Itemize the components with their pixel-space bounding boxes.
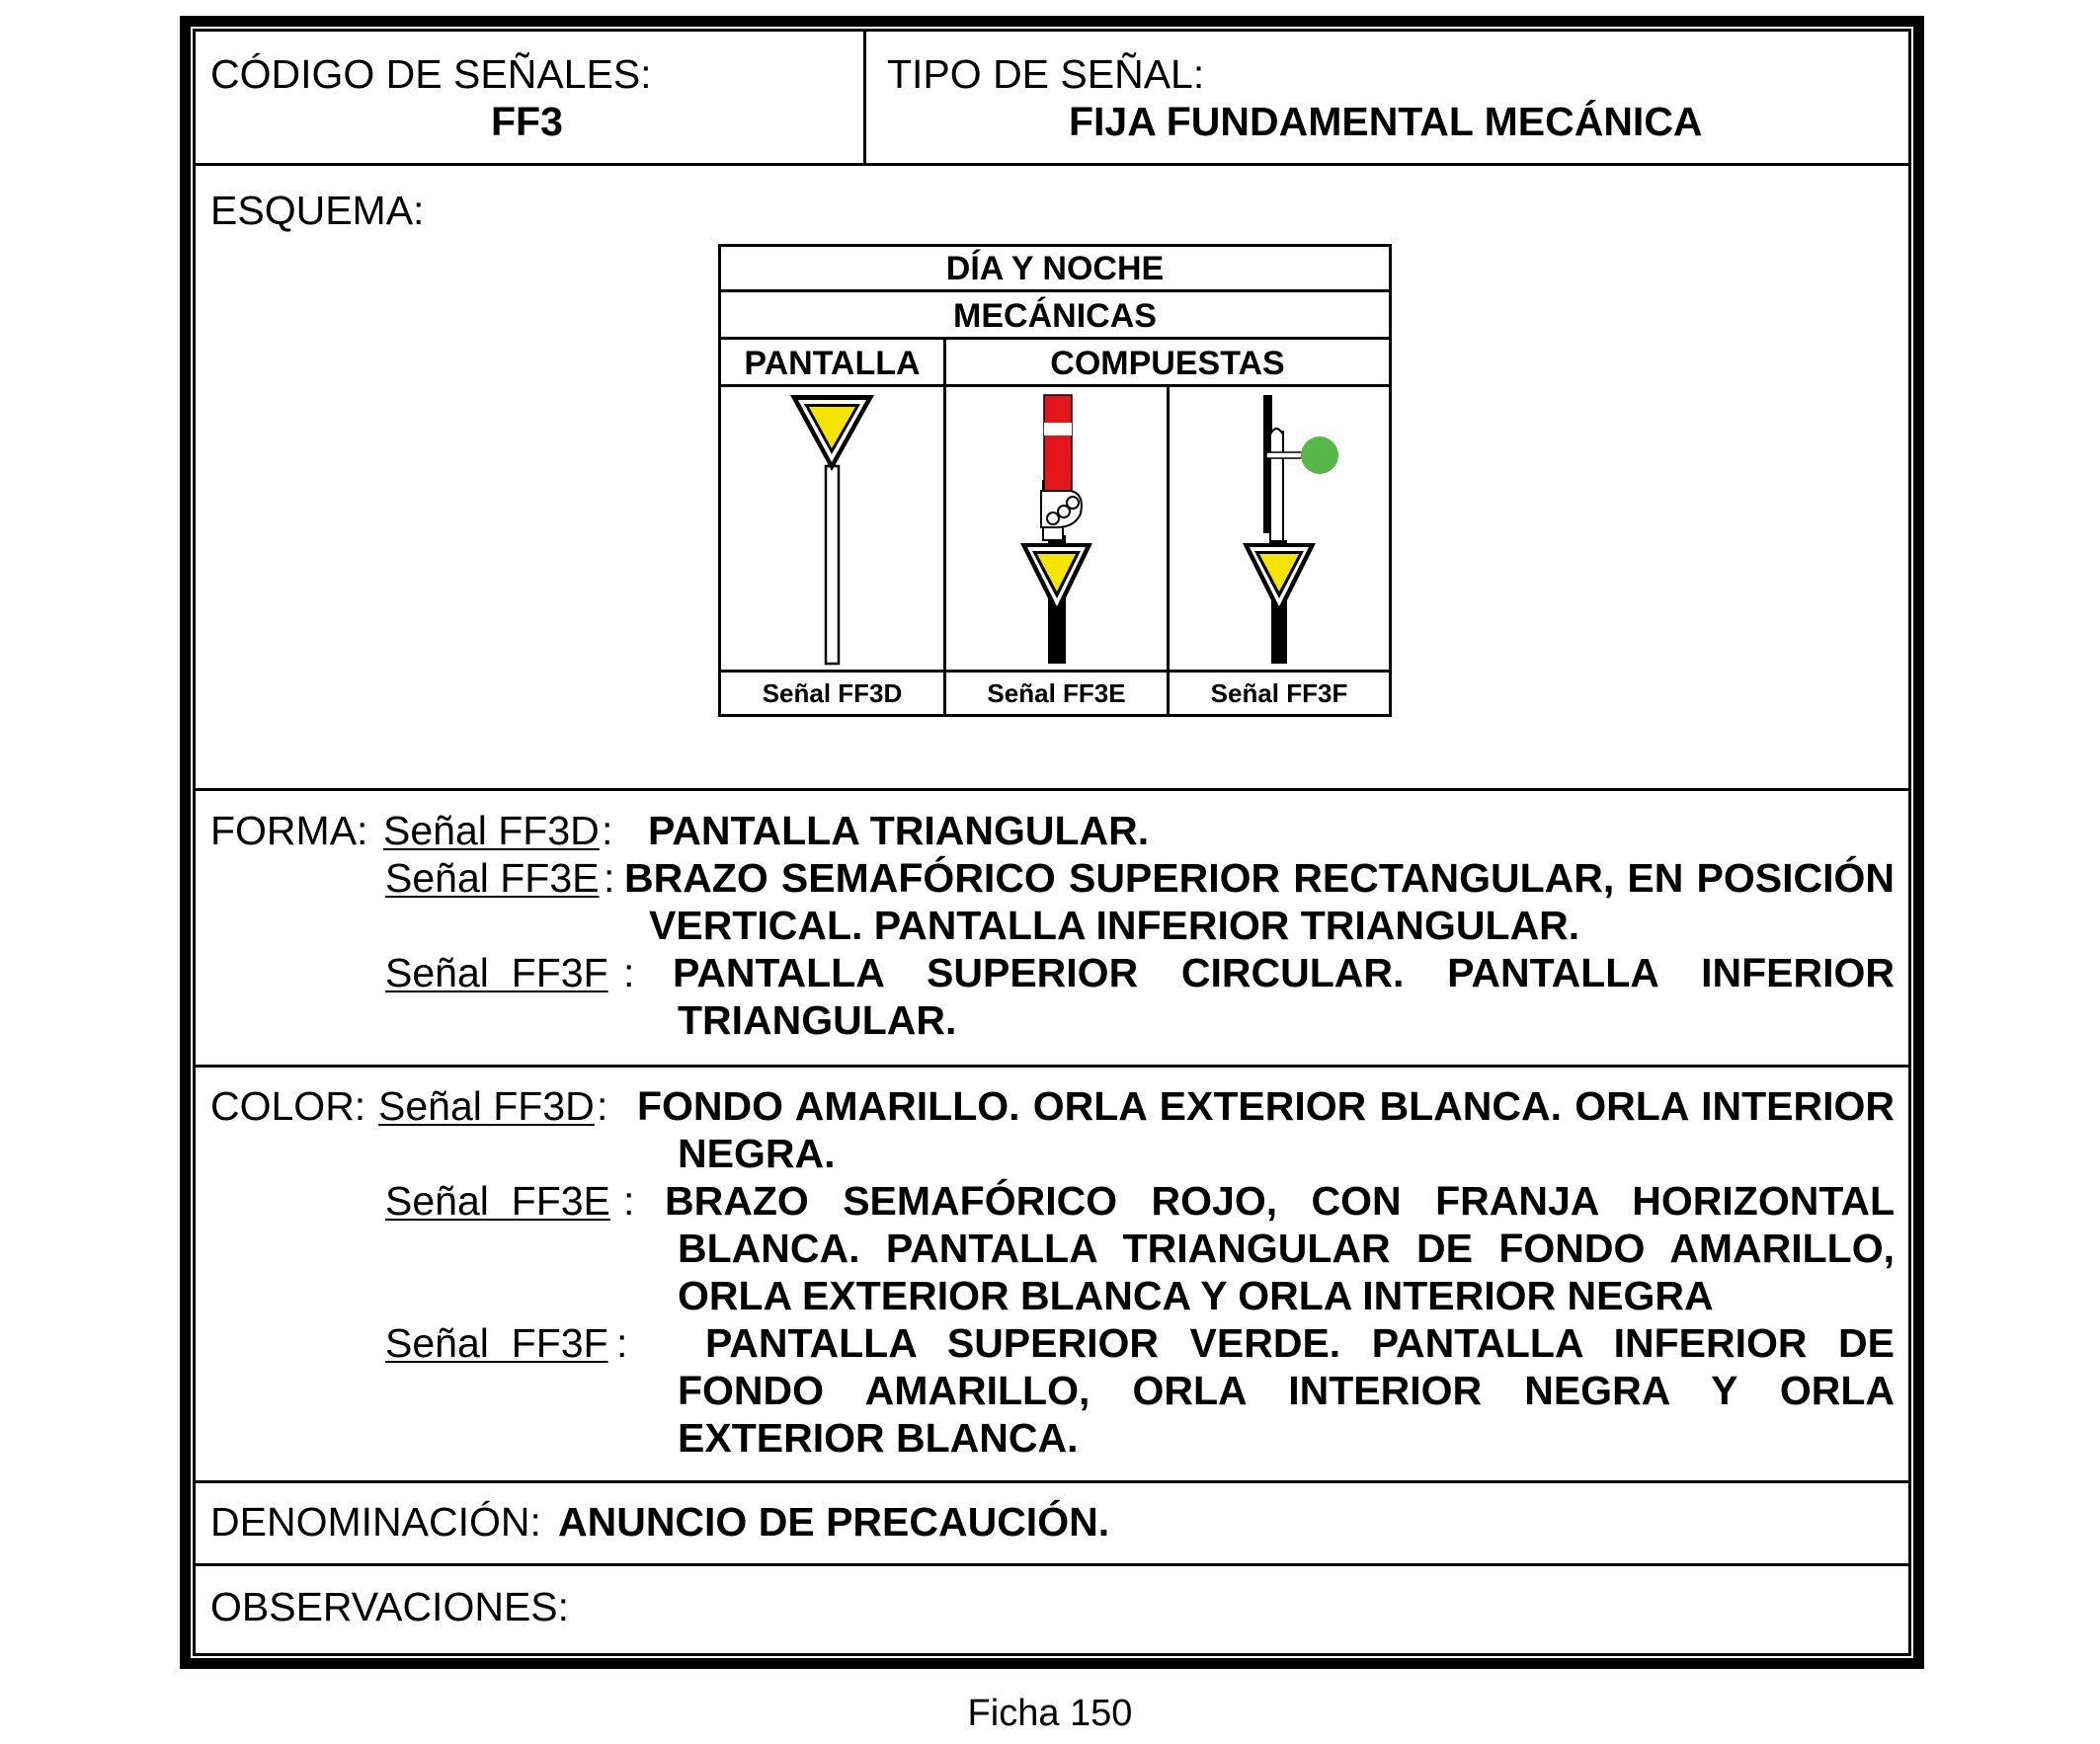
denominacion-value: ANUNCIO DE PRECAUCIÓN.	[558, 1499, 1110, 1545]
denominacion-label: DENOMINACIÓN:	[210, 1499, 541, 1545]
schema-rule	[721, 670, 1389, 673]
signal-ff3d-drawing	[721, 387, 943, 670]
forma-colon: :	[602, 808, 613, 853]
forma-ff3e-line2: VERTICAL. PANTALLA INFERIOR TRIANGULAR.	[649, 903, 1580, 948]
divider-forma	[193, 1065, 1911, 1068]
code-value: FF3	[491, 99, 563, 144]
color-colon: :	[616, 1320, 628, 1366]
forma-ff3d-text: PANTALLA TRIANGULAR.	[648, 808, 1150, 853]
divider-header-vertical	[863, 29, 866, 166]
green-circular-screen	[1301, 436, 1338, 474]
forma-ff3f-line1: PANTALLA SUPERIOR CIRCULAR. PANTALLA INFERIOR	[673, 950, 1895, 995]
caption-ff3e: Señal FF3E	[987, 678, 1126, 708]
counterweight-lamp	[1067, 497, 1079, 509]
forma-ref-ff3e: Señal FF3E	[385, 855, 600, 901]
divider-header	[193, 163, 1911, 166]
signal-white-post	[1270, 432, 1283, 545]
color-ff3e-line2: BLANCA. PANTALLA TRIANGULAR DE FONDO AMARILLO,	[678, 1226, 1895, 1271]
color-colon: :	[597, 1083, 608, 1129]
divider-esquema	[193, 788, 1911, 791]
color-ref-ff3d: Señal FF3D	[378, 1083, 595, 1129]
type-value: FIJA FUNDAMENTAL MECÁNICA	[1069, 99, 1703, 144]
color-ff3e-line3: ORLA EXTERIOR BLANCA Y ORLA INTERIOR NEGRA	[678, 1273, 1714, 1318]
forma-ff3e-line1: BRAZO SEMAFÓRICO SUPERIOR RECTANGULAR, EN POSICIÓN	[624, 855, 1895, 901]
color-ff3f-line3: EXTERIOR BLANCA.	[678, 1415, 1079, 1461]
forma-label: FORMA:	[210, 808, 368, 853]
color-ff3d-line1: FONDO AMARILLO. ORLA EXTERIOR BLANCA. ORLA INTERIOR	[637, 1083, 1895, 1129]
type-label: TIPO DE SEÑAL:	[887, 51, 1205, 97]
red-semaphore-arm	[1044, 395, 1072, 494]
color-ref-ff3e: Señal FF3E	[385, 1178, 610, 1224]
esquema-label: ESQUEMA:	[210, 188, 425, 233]
color-label: COLOR:	[210, 1083, 366, 1129]
schema-rule	[721, 289, 1389, 292]
divider-color	[193, 1480, 1911, 1483]
color-ref-ff3f: Señal FF3F	[385, 1320, 608, 1366]
color-ff3f-line2: FONDO AMARILLO, ORLA INTERIOR NEGRA Y ORLA	[678, 1368, 1895, 1413]
code-label: CÓDIGO DE SEÑALES:	[210, 51, 652, 97]
schema-col-pantalla: PANTALLA	[744, 345, 921, 382]
divider-denominacion	[193, 1563, 1911, 1566]
caption-ff3f: Señal FF3F	[1210, 678, 1348, 708]
disc-arm	[1266, 452, 1302, 458]
forma-colon: :	[623, 950, 635, 995]
color-ff3f-line1: PANTALLA SUPERIOR VERDE. PANTALLA INFERIOR DE	[705, 1320, 1895, 1366]
schema-col-compuestas: COMPUESTAS	[1050, 345, 1285, 382]
color-ff3d-line2: NEGRA.	[678, 1131, 836, 1176]
schema-row-dia-noche: DÍA Y NOCHE	[945, 250, 1165, 287]
signal-post	[826, 466, 839, 664]
counterweight-lamp	[1047, 513, 1059, 524]
color-colon: :	[623, 1178, 635, 1224]
schema-rule	[721, 337, 1389, 340]
page-footer: Ficha 150	[967, 1693, 1133, 1734]
observaciones-label: OBSERVACIONES:	[210, 1584, 570, 1629]
schema-row-mecanicas: MECÁNICAS	[953, 297, 1157, 335]
forma-ref-ff3d: Señal FF3D	[383, 808, 600, 853]
forma-ff3f-line2: TRIANGULAR.	[678, 997, 957, 1043]
forma-colon: :	[604, 855, 615, 901]
color-ff3e-line1: BRAZO SEMAFÓRICO ROJO, CON FRANJA HORIZONTAL	[665, 1178, 1895, 1224]
white-horizontal-stripe	[1044, 423, 1072, 436]
caption-ff3d: Señal FF3D	[762, 678, 903, 708]
signal-schema-table	[718, 244, 1392, 717]
forma-ref-ff3f: Señal FF3F	[385, 950, 608, 995]
signal-ff3f-drawing	[1170, 387, 1389, 670]
signal-ff3e-drawing	[946, 387, 1167, 670]
